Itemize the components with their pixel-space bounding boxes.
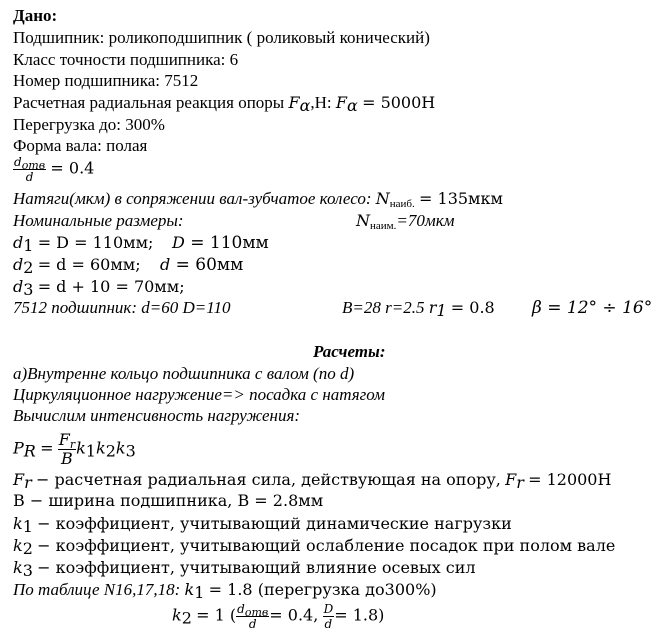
bearing-number-line: Номер подшипника: 7512	[13, 71, 199, 90]
n-min-line: $N_{наим.}=70мкм$	[356, 211, 455, 232]
d1-line: $d_1 = D = 110мм$;	[13, 233, 154, 255]
interference-line: Натяги(мкм) в сопряжении вал-зубчатое колесо: $N_{наиб.} = 135мкм$	[13, 189, 503, 210]
k1-desc-line: $k_1$ − коэффициент, учитывающий динамические нагрузки	[13, 514, 512, 536]
table-ref-line: По таблице N16,17,18: $k_1 = 1.8$ (перегрузка до300%)	[13, 580, 437, 602]
fr-desc-line: $F_r$ − расчетная радиальная сила, действующая на опору, $F_r = 12000Н$	[13, 470, 612, 492]
b-desc-line: B − ширина подшипника, B = 2.8мм	[13, 491, 324, 510]
bearing-b-r-line: B=28 r=2.5 $r_1 = 0.8$	[342, 298, 495, 320]
intensity-line: Вычислим интенсивность нагружения:	[13, 406, 301, 425]
diameter-ratio-fraction: $\frac{d_{отв}}{d}$	[14, 155, 46, 184]
d2-line: $d_2 = d = 60мм$;	[13, 255, 141, 277]
shaft-form-line: Форма вала: полая	[13, 136, 148, 155]
circulation-line: Циркуляционное нагружение=> посадка с натягом	[13, 385, 385, 404]
beta-angle: β = 12° ÷ 16°	[532, 298, 653, 318]
bearing-type-line: Подшипник: роликоподшипник ( роликовый конический)	[13, 28, 430, 47]
bearing-dims-line: 7512 подшипник: d=60 D=110	[13, 298, 231, 317]
accuracy-class-line: Класс точности подшипника: 6	[13, 50, 239, 69]
k2-desc-line: $k_2$ − коэффициент, учитывающий ослабление посадок при полом вале	[13, 536, 616, 558]
d2-extra: d = 60мм	[160, 255, 244, 275]
pr-fraction: $\frac{F_r}{B}$	[58, 430, 76, 468]
nominal-sizes-label: Номинальные размеры:	[13, 211, 184, 230]
d1-extra: D = 110мм	[172, 233, 269, 253]
calc-title: Расчеты:	[313, 342, 386, 361]
pr-formula: $P_R$ = $\frac{F_r}{B}$ $k_1k_2k_3$	[13, 430, 136, 468]
diameter-ratio-line: $\frac{d_{отв}}{d}$ = 0.4	[14, 155, 95, 184]
item-a: а)Внутренне кольцо подшипника с валом (по d)	[13, 364, 355, 383]
k3-desc-line: $k_3$ − коэффициент, учитывающий влияние осевых сил	[13, 558, 476, 580]
d3-line: $d_3 = d + 10 = 70мм$;	[13, 277, 185, 299]
overload-line: Перегрузка до: 300%	[13, 115, 165, 134]
given-title: Дано:	[13, 6, 58, 25]
radial-reaction-line: Расчетная радиальная реакция опоры $F_\alpha,Н$: $F_\alpha = 5000Н$	[13, 93, 436, 115]
k2-value-line: $k_2 = 1$ ( $\frac{d_{отв}}{d}$ = 0.4, $\frac{D}{d}$ = 1.8)	[172, 602, 385, 631]
